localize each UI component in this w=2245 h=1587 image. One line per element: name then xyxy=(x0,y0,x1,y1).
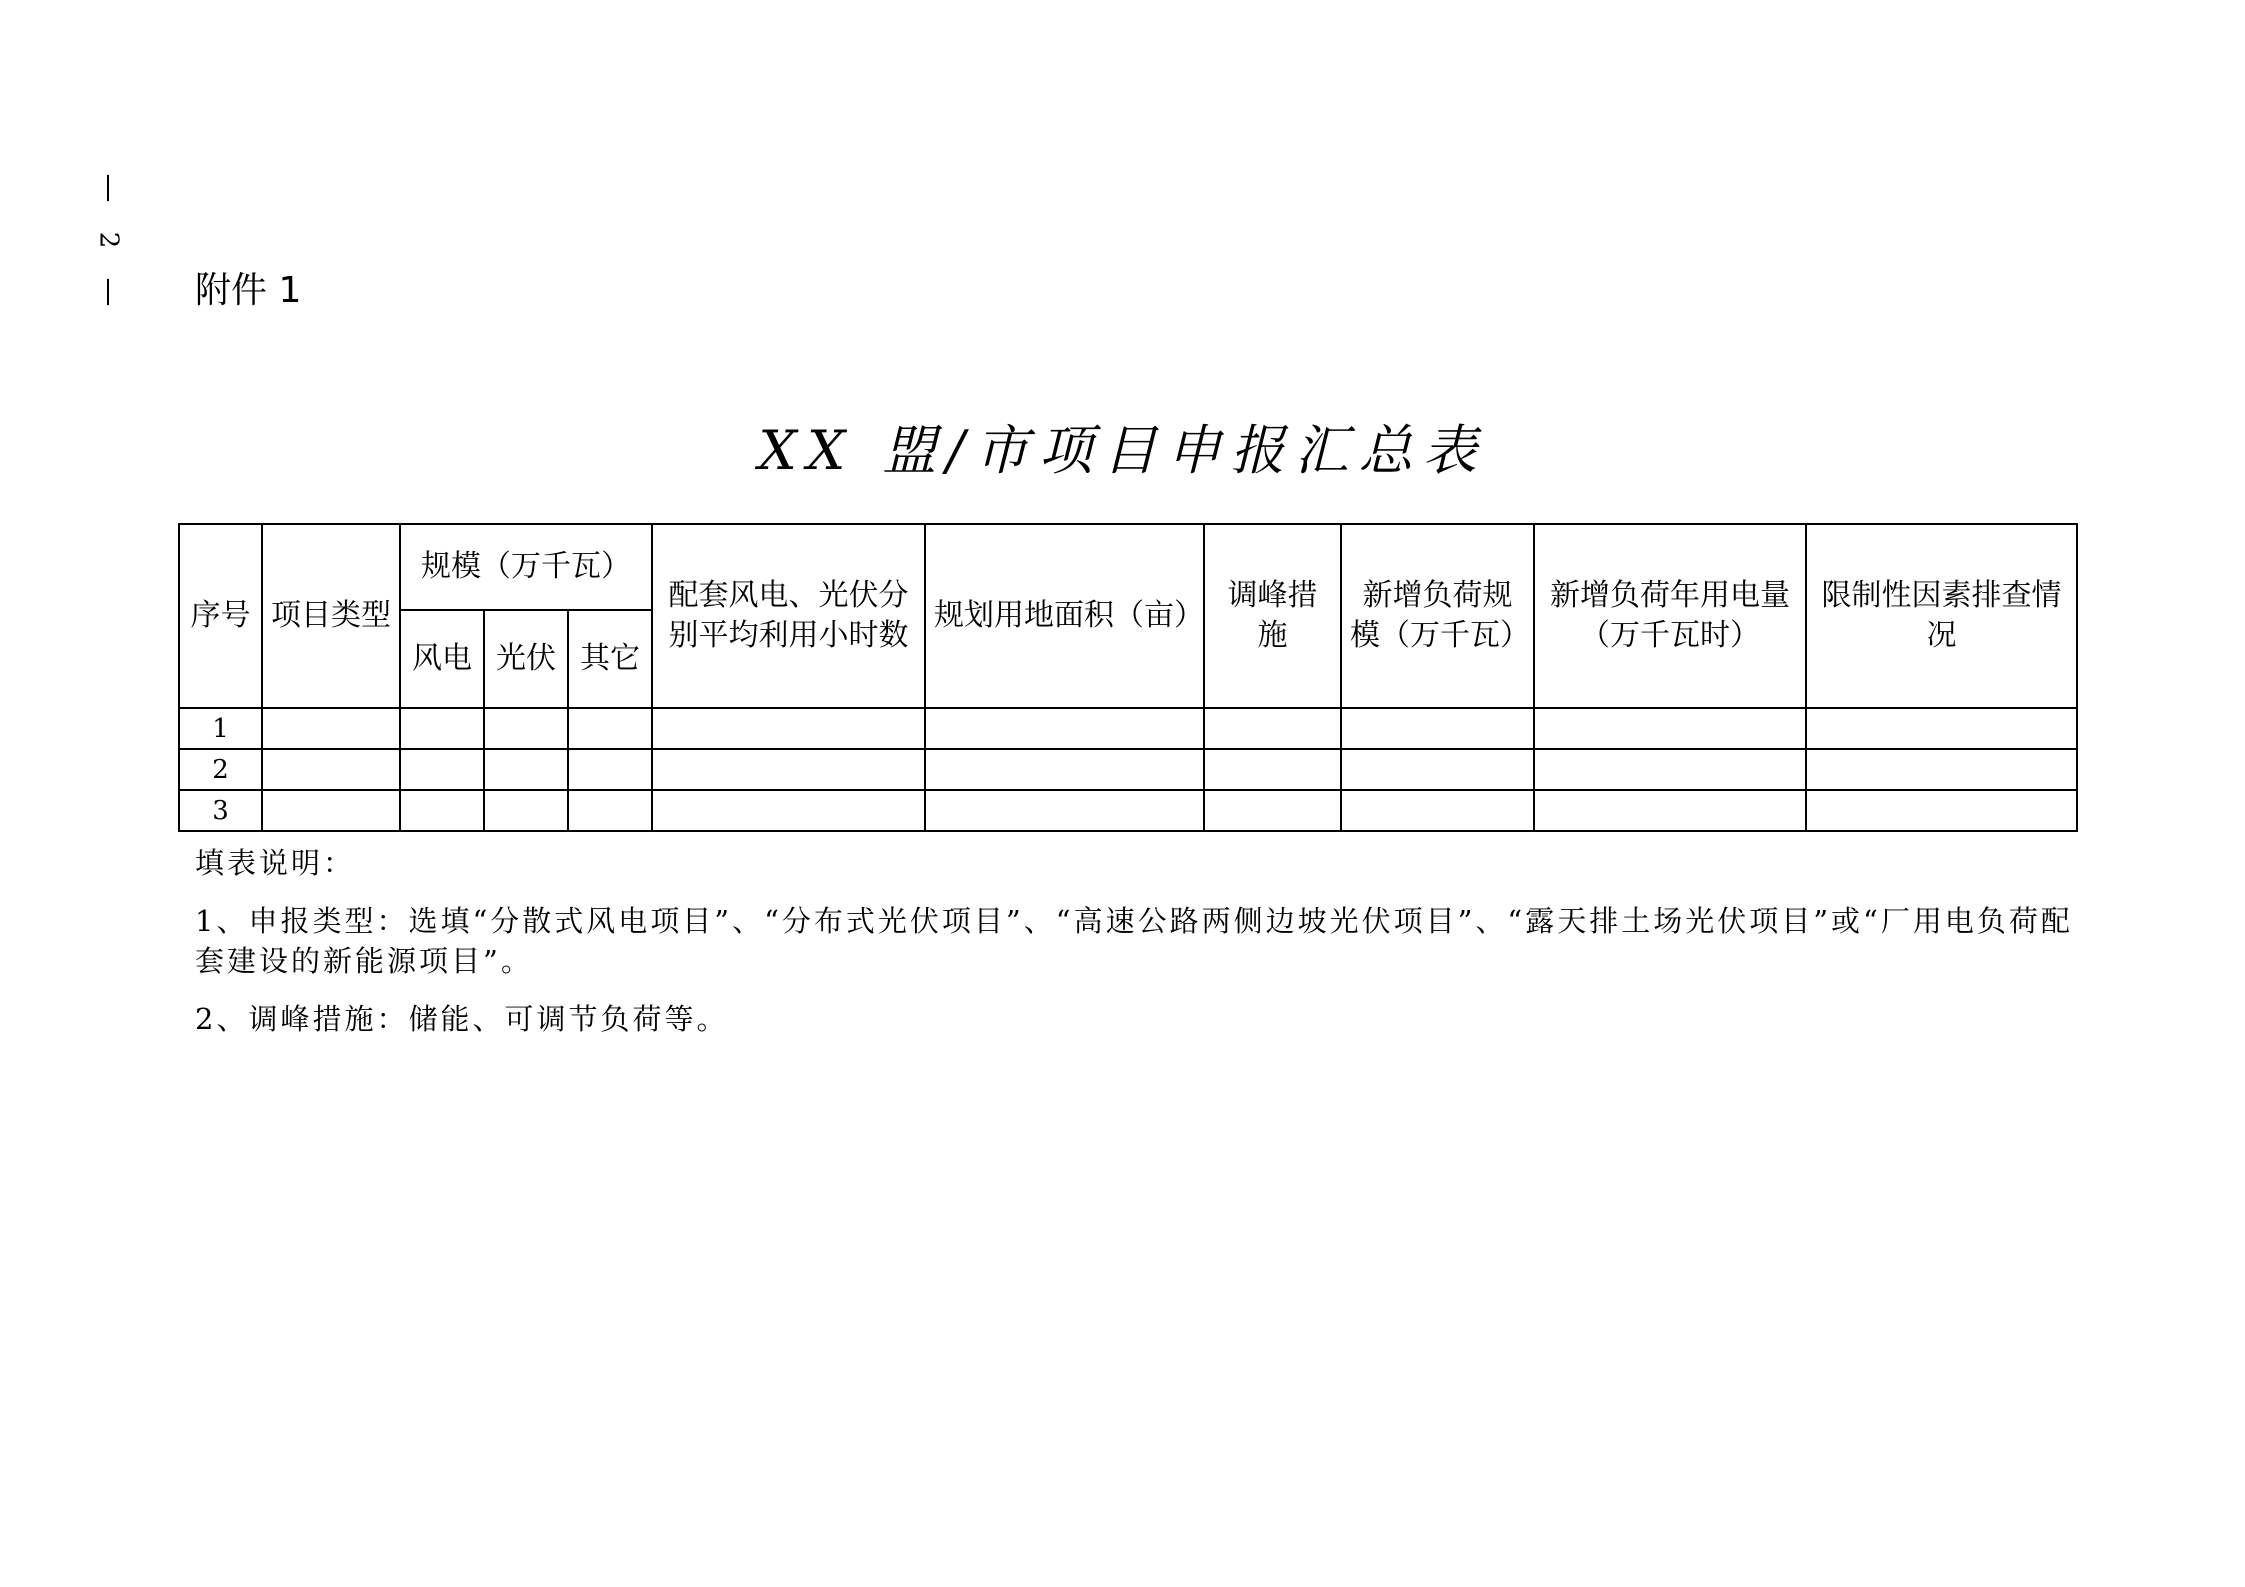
table-cell xyxy=(484,749,568,790)
table-cell xyxy=(400,708,484,749)
table-cell xyxy=(1341,790,1534,831)
table-cell xyxy=(262,749,400,790)
header-peak-shaving: 调峰措施 xyxy=(1204,524,1341,708)
header-utilization-hours: 配套风电、光伏分别平均利用小时数 xyxy=(652,524,925,708)
page-number-dash-top xyxy=(107,175,109,201)
table-cell xyxy=(1204,790,1341,831)
table-cell xyxy=(925,708,1204,749)
notes-section xyxy=(195,843,2080,1057)
row-seq-cell: 2 xyxy=(179,749,262,790)
header-project-type: 项目类型 xyxy=(262,524,400,708)
table-cell xyxy=(568,749,652,790)
table-cell xyxy=(568,790,652,831)
document-title: XX 盟/市项目申报汇总表 xyxy=(758,419,1487,482)
table-row xyxy=(179,749,2077,790)
table-row xyxy=(179,790,2077,831)
table-cell xyxy=(652,708,925,749)
table-cell xyxy=(1534,749,1806,790)
table-cell xyxy=(568,708,652,749)
table-cell xyxy=(1534,708,1806,749)
header-scale-group: 规模（万千瓦） xyxy=(400,524,652,610)
header-constraints: 限制性因素排查情况 xyxy=(1806,524,2077,708)
table-cell xyxy=(484,708,568,749)
table-cell xyxy=(1341,749,1534,790)
page-number xyxy=(88,175,128,305)
table-cell xyxy=(400,749,484,790)
table-cell xyxy=(1806,790,2077,831)
header-new-load-scale: 新增负荷规模（万千瓦） xyxy=(1341,524,1534,708)
table-cell xyxy=(1341,708,1534,749)
table-cell xyxy=(484,790,568,831)
table-cell xyxy=(652,790,925,831)
table-cell xyxy=(262,790,400,831)
table-cell xyxy=(1806,708,2077,749)
header-seq: 序号 xyxy=(179,524,262,708)
table-cell xyxy=(1204,708,1341,749)
table-cell xyxy=(925,749,1204,790)
note-item-2: 2、调峰措施：储能、可调节负荷等。 xyxy=(195,1002,729,1036)
header-new-load-energy: 新增负荷年用电量（万千瓦时） xyxy=(1534,524,1806,708)
attachment-label: 附件 1 xyxy=(195,270,302,311)
header-scale-wind: 风电 xyxy=(400,610,484,708)
row-seq-cell: 3 xyxy=(179,790,262,831)
page-number-value: 2 xyxy=(92,231,123,249)
table-cell xyxy=(652,749,925,790)
table-cell xyxy=(1204,749,1341,790)
table-cell xyxy=(400,790,484,831)
row-seq-cell: 1 xyxy=(179,708,262,749)
page-number-dash-bottom xyxy=(107,279,109,305)
header-scale-pv: 光伏 xyxy=(484,610,568,708)
table-cell xyxy=(262,708,400,749)
summary-table xyxy=(178,523,2078,832)
table-row xyxy=(179,708,2077,749)
table-cell xyxy=(1534,790,1806,831)
header-scale-other: 其它 xyxy=(568,610,652,708)
table-cell xyxy=(1806,749,2077,790)
table-cell xyxy=(925,790,1204,831)
table-header-row-1 xyxy=(179,524,2077,610)
notes-heading: 填表说明： xyxy=(195,846,356,880)
header-land-area: 规划用地面积（亩） xyxy=(925,524,1204,708)
note-item-1: 1、申报类型：选填“分散式风电项目”、“分布式光伏项目”、“高速公路两侧边坡光伏项目”、“露天排土场光伏项目”或“厂用电负荷配套建设的新能源项目”。 xyxy=(195,904,2073,978)
